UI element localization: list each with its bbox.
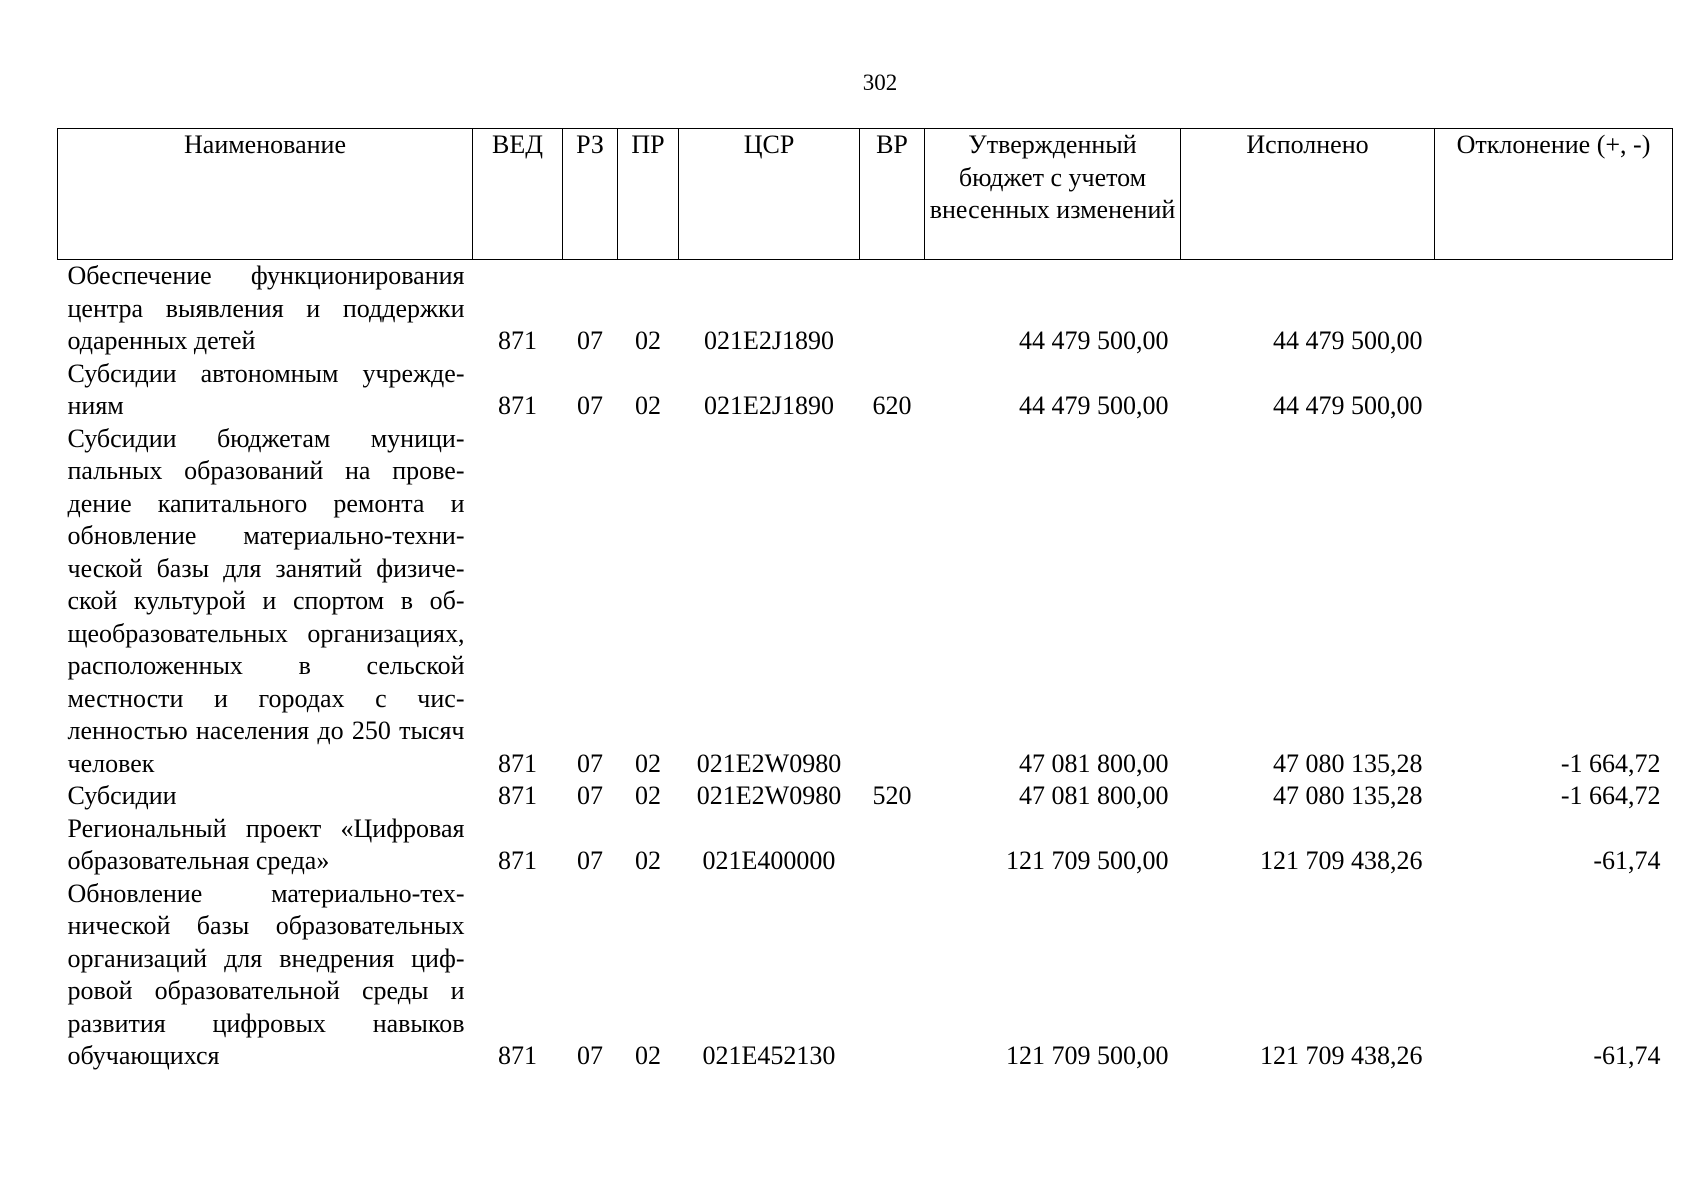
row-approved: 44 479 500,00 — [1019, 391, 1169, 420]
row-approved: 47 081 800,00 — [1019, 781, 1169, 810]
header-approved-budget: Утвержденный бюджет с учетом внесенных изменений — [925, 129, 1181, 260]
row-csr: 021E452130 — [702, 1041, 836, 1070]
row-executed: 121 709 438,26 — [1260, 846, 1423, 875]
row-ved: 871 — [498, 391, 537, 420]
row-name: Региональный проект «Цифровая образовательная среда» — [67, 813, 465, 875]
row-deviation: -61,74 — [1593, 1041, 1661, 1070]
header-name: Наименование — [58, 129, 473, 260]
row-vr — [860, 260, 925, 358]
row-ved: 871 — [498, 326, 537, 355]
table-row — [58, 878, 1673, 1073]
row-name: Обеспечение функционирования центра выявления и поддержки одаренных детей — [67, 261, 465, 355]
row-vr: 620 — [872, 391, 912, 420]
row-rz: 07 — [577, 748, 603, 778]
row-pr: 02 — [635, 326, 661, 355]
row-vr — [860, 878, 925, 1073]
row-deviation — [1435, 260, 1673, 358]
row-csr: 021E2W0980 — [696, 748, 842, 778]
row-executed: 47 080 135,28 — [1273, 781, 1423, 810]
row-deviation: -1 664,72 — [1560, 781, 1661, 810]
row-deviation: -1 664,72 — [1560, 748, 1661, 778]
row-approved: 121 709 500,00 — [1006, 846, 1169, 875]
table-row — [58, 813, 1673, 878]
header-vr: ВР — [860, 129, 925, 260]
row-pr: 02 — [635, 781, 661, 810]
row-approved: 47 081 800,00 — [1019, 748, 1169, 778]
table-row — [58, 423, 1673, 781]
table-row — [58, 260, 1673, 358]
table-row — [58, 780, 1673, 813]
row-pr: 02 — [635, 391, 661, 420]
header-pr: ПР — [618, 129, 679, 260]
row-name: Обновление материально-технической базы образовательных организаций для внедрения цифровой образовательной среды и развития цифровых навыков обучающихся — [67, 878, 465, 1070]
row-rz: 07 — [577, 1041, 603, 1070]
row-name: Субсидии — [67, 781, 177, 810]
row-vr — [860, 813, 925, 878]
row-approved: 121 709 500,00 — [1006, 1041, 1169, 1070]
table-body — [58, 260, 1673, 1073]
table-header — [58, 129, 1673, 260]
header-rz: РЗ — [563, 129, 618, 260]
row-pr: 02 — [635, 846, 661, 875]
row-name: Субсидии бюджетам муниципальных образований на проведение капитального ремонта и обновление материально-технической базы для занятий физической культурой и спортом в общеобразовательных организациях, расположенных в сельской местности и городах с численностью населения до 250 тысяч человек — [67, 423, 465, 778]
row-ved: 871 — [498, 846, 537, 875]
row-csr: 021E2J1890 — [704, 326, 834, 355]
budget-execution-table — [57, 128, 1673, 1073]
row-rz: 07 — [577, 391, 603, 420]
row-executed: 44 479 500,00 — [1273, 326, 1423, 355]
row-csr: 021E2J1890 — [704, 391, 834, 420]
row-deviation — [1435, 358, 1673, 423]
row-ved: 871 — [498, 748, 537, 778]
row-approved: 44 479 500,00 — [1019, 326, 1169, 355]
row-deviation: -61,74 — [1593, 846, 1661, 875]
row-rz: 07 — [577, 326, 603, 355]
row-ved: 871 — [498, 1041, 537, 1070]
page-number: 302 — [862, 70, 898, 95]
header-csr: ЦСР — [679, 129, 860, 260]
row-csr: 021E2W0980 — [696, 781, 842, 810]
row-pr: 02 — [635, 1041, 661, 1070]
row-executed: 44 479 500,00 — [1273, 391, 1423, 420]
table-row — [58, 358, 1673, 423]
row-pr: 02 — [635, 748, 661, 778]
row-name: Субсидии автономным учреждениям — [67, 358, 465, 420]
header-executed: Исполнено — [1181, 129, 1435, 260]
row-executed: 121 709 438,26 — [1260, 1041, 1423, 1070]
row-vr — [860, 423, 925, 781]
row-rz: 07 — [577, 846, 603, 875]
row-ved: 871 — [498, 781, 537, 810]
row-rz: 07 — [577, 781, 603, 810]
row-vr: 520 — [872, 781, 912, 810]
row-executed: 47 080 135,28 — [1273, 748, 1423, 778]
header-deviation: Отклонение (+, -) — [1435, 129, 1673, 260]
row-csr: 021E400000 — [702, 846, 836, 875]
header-ved: ВЕД — [473, 129, 563, 260]
